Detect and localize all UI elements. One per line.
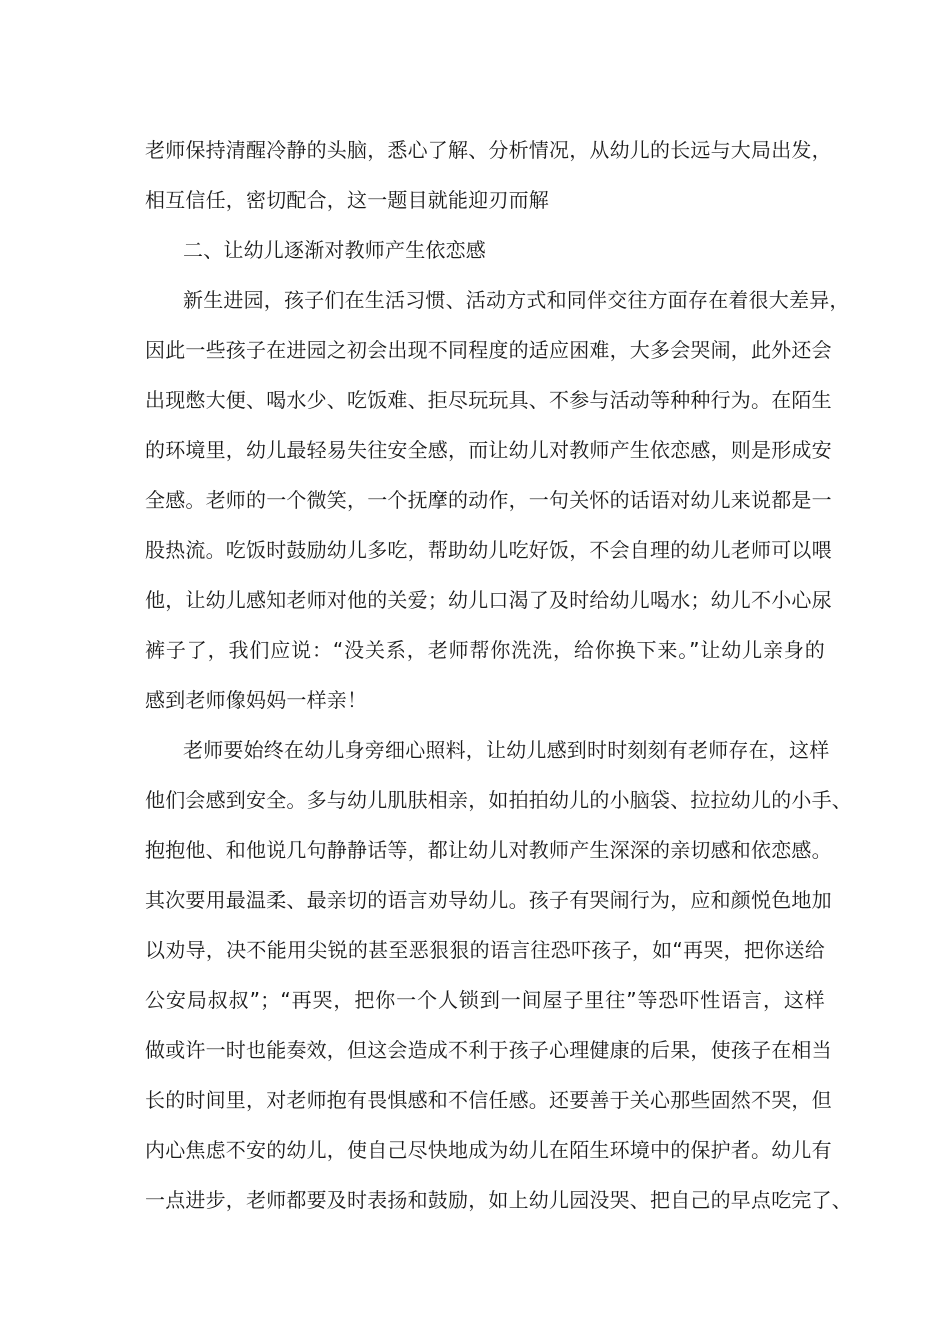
paragraph-line: 公安局叔叔”；“再哭，把你一个人锁到一间屋子里往”等恐吓性语言，这样 [145, 988, 825, 1012]
paragraph-line: 一点进步，老师都要及时表扬和鼓励，如上幼儿园没哭、把自己的早点吃完了、 [145, 1188, 852, 1212]
paragraph-line: 以劝导，决不能用尖锐的甚至恶狠狠的语言往恐吓孩子，如“再哭，把你送给 [145, 938, 825, 962]
paragraph-line: 感到老师像妈妈一样亲！ [145, 688, 368, 712]
paragraph-line: 他，让幼儿感知老师对他的关爱；幼儿口渴了及时给幼儿喝水；幼儿不小心尿 [145, 588, 832, 612]
paragraph-line: 老师保持清醒冷静的头脑，悉心了解、分析情况，从幼儿的长远与大局出发， [145, 138, 832, 162]
paragraph-line: 内心焦虑不安的幼儿，使自己尽快地成为幼儿在陌生环境中的保护者。幼儿有 [145, 1138, 832, 1162]
paragraph-line: 出现憋大便、喝水少、吃饭难、拒尽玩玩具、不参与活动等种种行为。在陌生 [145, 388, 832, 412]
paragraph-line: 的环境里，幼儿最轻易失往安全感，而让幼儿对教师产生依恋感，则是形成安 [145, 438, 832, 462]
paragraph-line: 相互信任，密切配合，这一题目就能迎刃而解 [145, 188, 549, 212]
paragraph-line: 全感。老师的一个微笑，一个抚摩的动作，一句关怀的话语对幼儿来说都是一 [145, 488, 832, 512]
paragraph-line: 新生进园，孩子们在生活习惯、活动方式和同伴交往方面存在着很大差异， [183, 288, 850, 312]
paragraph-line: 股热流。吃饭时鼓励幼儿多吃，帮助幼儿吃好饭，不会自理的幼儿老师可以喂 [145, 538, 832, 562]
paragraph-line: 做或许一时也能奏效，但这会造成不利于孩子心理健康的后果，使孩子在相当 [145, 1038, 832, 1062]
section-heading: 二、让幼儿逐渐对教师产生依恋感 [183, 238, 486, 262]
paragraph-line: 他们会感到安全。多与幼儿肌肤相亲，如拍拍幼儿的小脑袋、拉拉幼儿的小手、 [145, 788, 852, 812]
paragraph-line: 裤子了，我们应说：“没关系，老师帮你洗洗，给你换下来。”让幼儿亲身的 [145, 638, 825, 662]
paragraph-line: 长的时间里，对老师抱有畏惧感和不信任感。还要善于关心那些固然不哭，但 [145, 1088, 832, 1112]
paragraph-line: 抱抱他、和他说几句静静话等，都让幼儿对教师产生深深的亲切感和依恋感。 [145, 838, 832, 862]
paragraph-line: 老师要始终在幼儿身旁细心照料，让幼儿感到时时刻刻有老师存在，这样 [183, 738, 830, 762]
paragraph-line: 其次要用最温柔、最亲切的语言劝导幼儿。孩子有哭闹行为，应和颜悦色地加 [145, 888, 832, 912]
paragraph-line: 因此一些孩子在进园之初会出现不同程度的适应困难，大多会哭闹，此外还会 [145, 338, 832, 362]
